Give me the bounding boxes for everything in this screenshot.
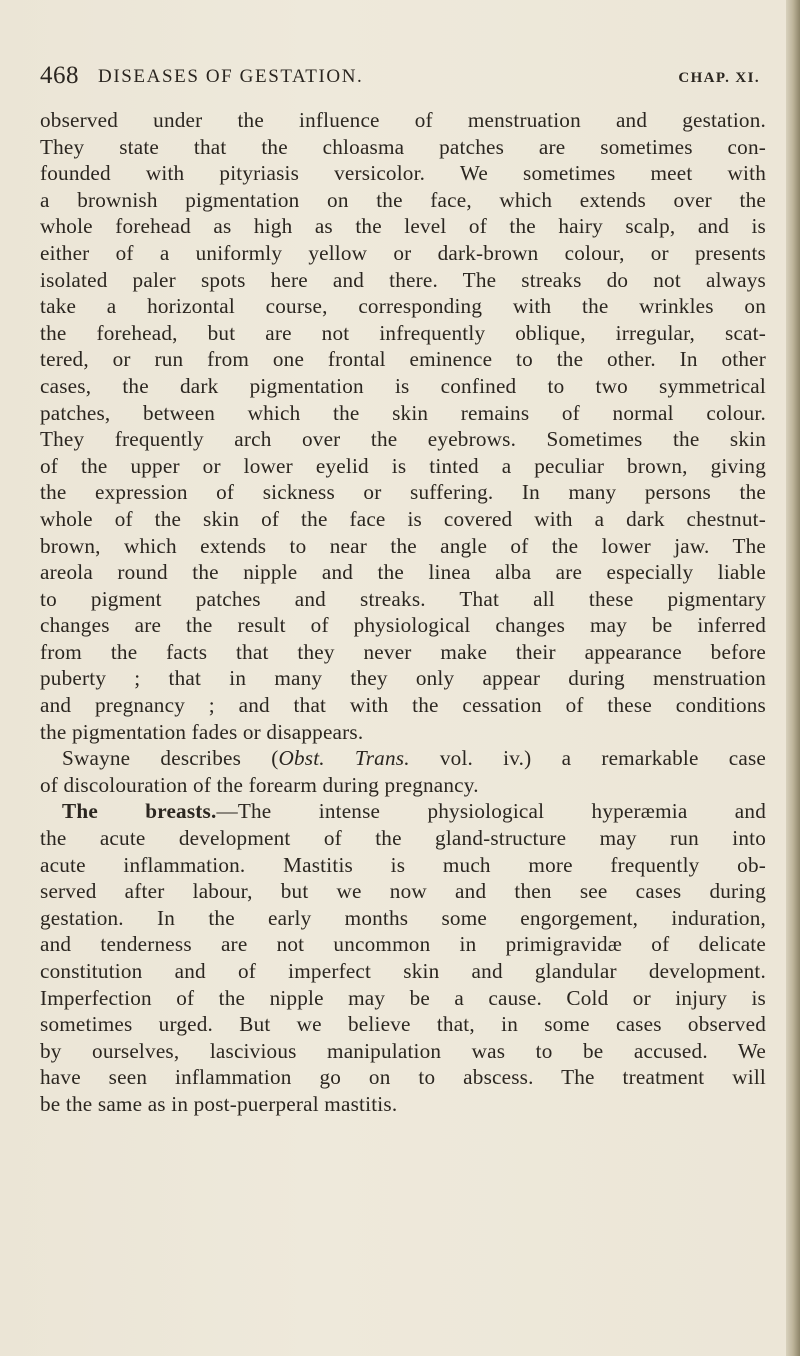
paragraph-pigmentation xyxy=(40,107,766,745)
text-line: to pigment patches and streaks. That all these pigmentary xyxy=(40,586,766,611)
text-line: either of a uniformly yellow or dark-brown colour, or presents xyxy=(40,240,766,265)
text-line: gestation. In the early months some engorgement, induration, xyxy=(40,905,766,930)
body-text xyxy=(40,107,766,1118)
text-line: take a horizontal course, corresponding with the wrinkles on xyxy=(40,294,766,319)
text-line: and pregnancy ; and that with the cessation of these conditions xyxy=(40,693,766,718)
text-line: from the facts that they never make their appearance before xyxy=(40,639,766,664)
text-line: the forehead, but are not infrequently oblique, irregular, scat- xyxy=(40,320,766,345)
text-line: founded with pityriasis versicolor. We sometimes meet with xyxy=(40,161,766,186)
text-line: a brownish pigmentation on the face, which extends over the xyxy=(40,187,766,212)
text-line: whole forehead as high as the level of the hairy scalp, and is xyxy=(40,214,766,239)
text-line: of the upper or lower eyelid is tinted a peculiar brown, giving xyxy=(40,453,766,478)
text-line: observed under the influence of menstruation and gestation. xyxy=(40,108,766,132)
text-line: by ourselves, lascivious manipulation was to be accused. We xyxy=(40,1038,766,1063)
text-line: and tenderness are not uncommon in primigravidæ of delicate xyxy=(40,932,766,957)
text-line: sometimes urged. But we believe that, in some cases observed xyxy=(40,1012,766,1037)
page-header xyxy=(40,62,770,102)
text-line: isolated paler spots here and there. The streaks do not always xyxy=(40,267,766,292)
paragraph-swayne xyxy=(40,745,766,798)
text-line: of discolouration of the forearm during pregnancy. xyxy=(40,772,479,797)
text-line: the pigmentation fades or disappears. xyxy=(40,719,364,744)
running-title: DISEASES OF GESTATION. xyxy=(98,66,364,87)
text-line: brown, which extends to near the angle of the lower jaw. The xyxy=(40,533,766,558)
text-line: acute inflammation. Mastitis is much more frequently ob- xyxy=(40,852,766,877)
text-line: whole of the skin of the face is covered with a dark chestnut- xyxy=(40,506,766,531)
text-line: They frequently arch over the eyebrows. Sometimes the skin xyxy=(40,427,766,452)
text-line: served after labour, but we now and then see cases during xyxy=(40,879,766,904)
text-line: Imperfection of the nipple may be a cause. Cold or injury is xyxy=(40,985,766,1010)
text-line: areola round the nipple and the linea alba are especially liable xyxy=(40,560,766,585)
text-line: have seen inflammation go on to abscess. The treatment will xyxy=(40,1065,766,1090)
text-line: constitution and of imperfect skin and glandular development. xyxy=(40,959,766,983)
journal-title: Obst. Trans. xyxy=(278,746,410,771)
text-line: They state that the chloasma patches are sometimes con- xyxy=(40,134,766,159)
page-edge-shadow xyxy=(786,0,800,1356)
text-line: the acute development of the gland-structure may run into xyxy=(40,826,766,851)
page-number: 468 xyxy=(40,62,79,89)
citation-tail: vol. iv.) a remarkable case xyxy=(409,746,766,771)
text-line: changes are the result of physiological changes may be inferred xyxy=(40,613,766,638)
paragraph-breasts xyxy=(40,798,766,1117)
section-heading: The breasts. xyxy=(62,799,217,824)
text-line xyxy=(40,745,766,772)
text-line: patches, between which the skin remains of normal colour. xyxy=(40,400,766,425)
text-line: tered, or run from one frontal eminence to the other. In other xyxy=(40,347,766,372)
text-line: be the same as in post-puerperal mastitis. xyxy=(40,1091,398,1116)
text-line xyxy=(40,798,766,825)
text-line: puberty ; that in many they only appear during menstruation xyxy=(40,666,766,691)
text-line: the expression of sickness or suffering. In many persons the xyxy=(40,480,766,505)
citation-lead: Swayne describes ( xyxy=(62,746,279,771)
text-line: cases, the dark pigmentation is confined to two symmetrical xyxy=(40,373,766,398)
chapter-label: CHAP. XI. xyxy=(678,70,760,86)
heading-continuation: —The intense physiological hyperæmia and xyxy=(216,799,766,824)
